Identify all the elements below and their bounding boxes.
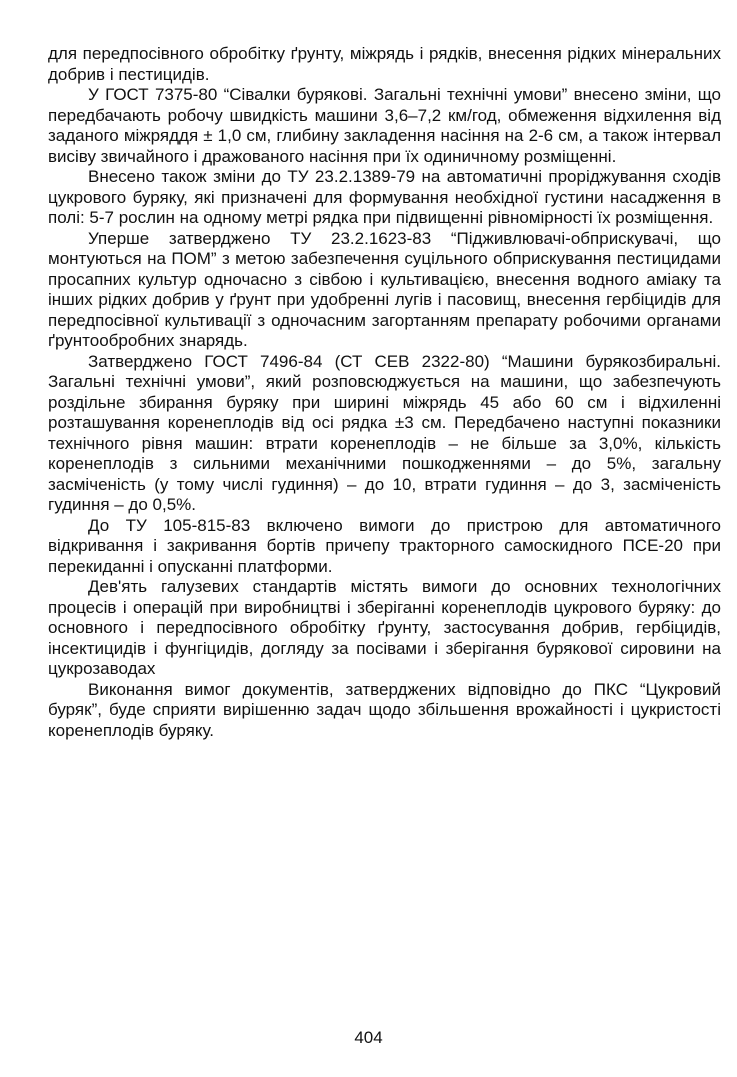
- paragraph-conclusion: Виконання вимог документів, затверджених відповідно до ПКС “Цукровий буряк”, буде сприяти вирішенню задач щодо збільшення врожайності і цукристості коренеплодів буряку.: [48, 679, 721, 740]
- paragraph-tu-105-815: До ТУ 105-815-83 включено вимоги до пристрою для автоматичного відкривання і закривання бортів причепу тракторного самоскидного ПСЕ-20 при перекиданні і опусканні платформи.: [48, 515, 721, 576]
- paragraph-continuation: для передпосівного обробітку ґрунту, міжрядь і рядків, внесення рідких мінеральних добрив і пестицидів.: [48, 44, 721, 84]
- paragraph-tu-1389: Внесено також зміни до ТУ 23.2.1389-79 на автоматичні проріджування сходів цукрового буряку, які призначені для формування необхідної густини насадження в полі: 5-7 рослин на одному метрі рядка при підвищенні рівномірності їх розміщення.: [48, 167, 721, 227]
- body-text: [48, 44, 721, 741]
- page-number: 404: [354, 1028, 383, 1047]
- paragraph-gost-7375: У ГОСТ 7375-80 “Сівалки бурякові. Загальні технічні умови” внесено зміни, що передбачають робочу швидкість машини 3,6–7,2 км/год, обмеження відхилення від заданого міжряддя ± 1,0 см, глибину закладення насіння на 2-6 см, а також інтервал висіву звичайного і дражованого насіння при їх одиничному розміщенні.: [48, 85, 721, 166]
- paragraph-tu-1623: Уперше затверджено ТУ 23.2.1623-83 “Підживлювачі-обприскувачі, що монтуються на ПОМ” з метою забезпечення суцільного обприскування пестицидами просапних культур одночасно з сівбою і культивацією, внесення водного аміаку та інших рідких добрив у ґрунт при удобренні лугів і пасовищ, внесення гербіцидів для передпосівної культивації з одночасним загортанням препарату робочими органами ґрунтообробних знарядь.: [48, 228, 721, 350]
- paragraph-industry-standards: Дев'ять галузевих стандартів містять вимоги до основних технологічних процесів і операцій при виробництві і зберіганні коренеплодів цукрового буряку: до основного і передпосівного обробітку ґрунту, застосування добрив, гербіцидів, інсектицидів і фунгіцидів, догляду за посівами і зберігання бурякової сировини на цукрозаводах: [48, 577, 721, 678]
- paragraph-gost-7496: Затверджено ГОСТ 7496-84 (СТ СЕВ 2322-80) “Машини бурякозбиральні. Загальні технічні умови”, який розповсюджується на машини, що забезпечують роздільне збирання буряку при ширині міжрядь 45 або 60 см і відхиленні розташування коренеплодів від осі рядка ±3 см. Передбачено наступні показники технічного рівня машин: втрати коренеплодів – не більше за 3,0%, кількість коренеплодів з сильними механічними пошкодженнями – до 5%, загальну засміченість (у тому числі гудиння) – до 10, втрати гудиння – до 3, засміченість гудиння – до 0,5%.: [48, 351, 721, 514]
